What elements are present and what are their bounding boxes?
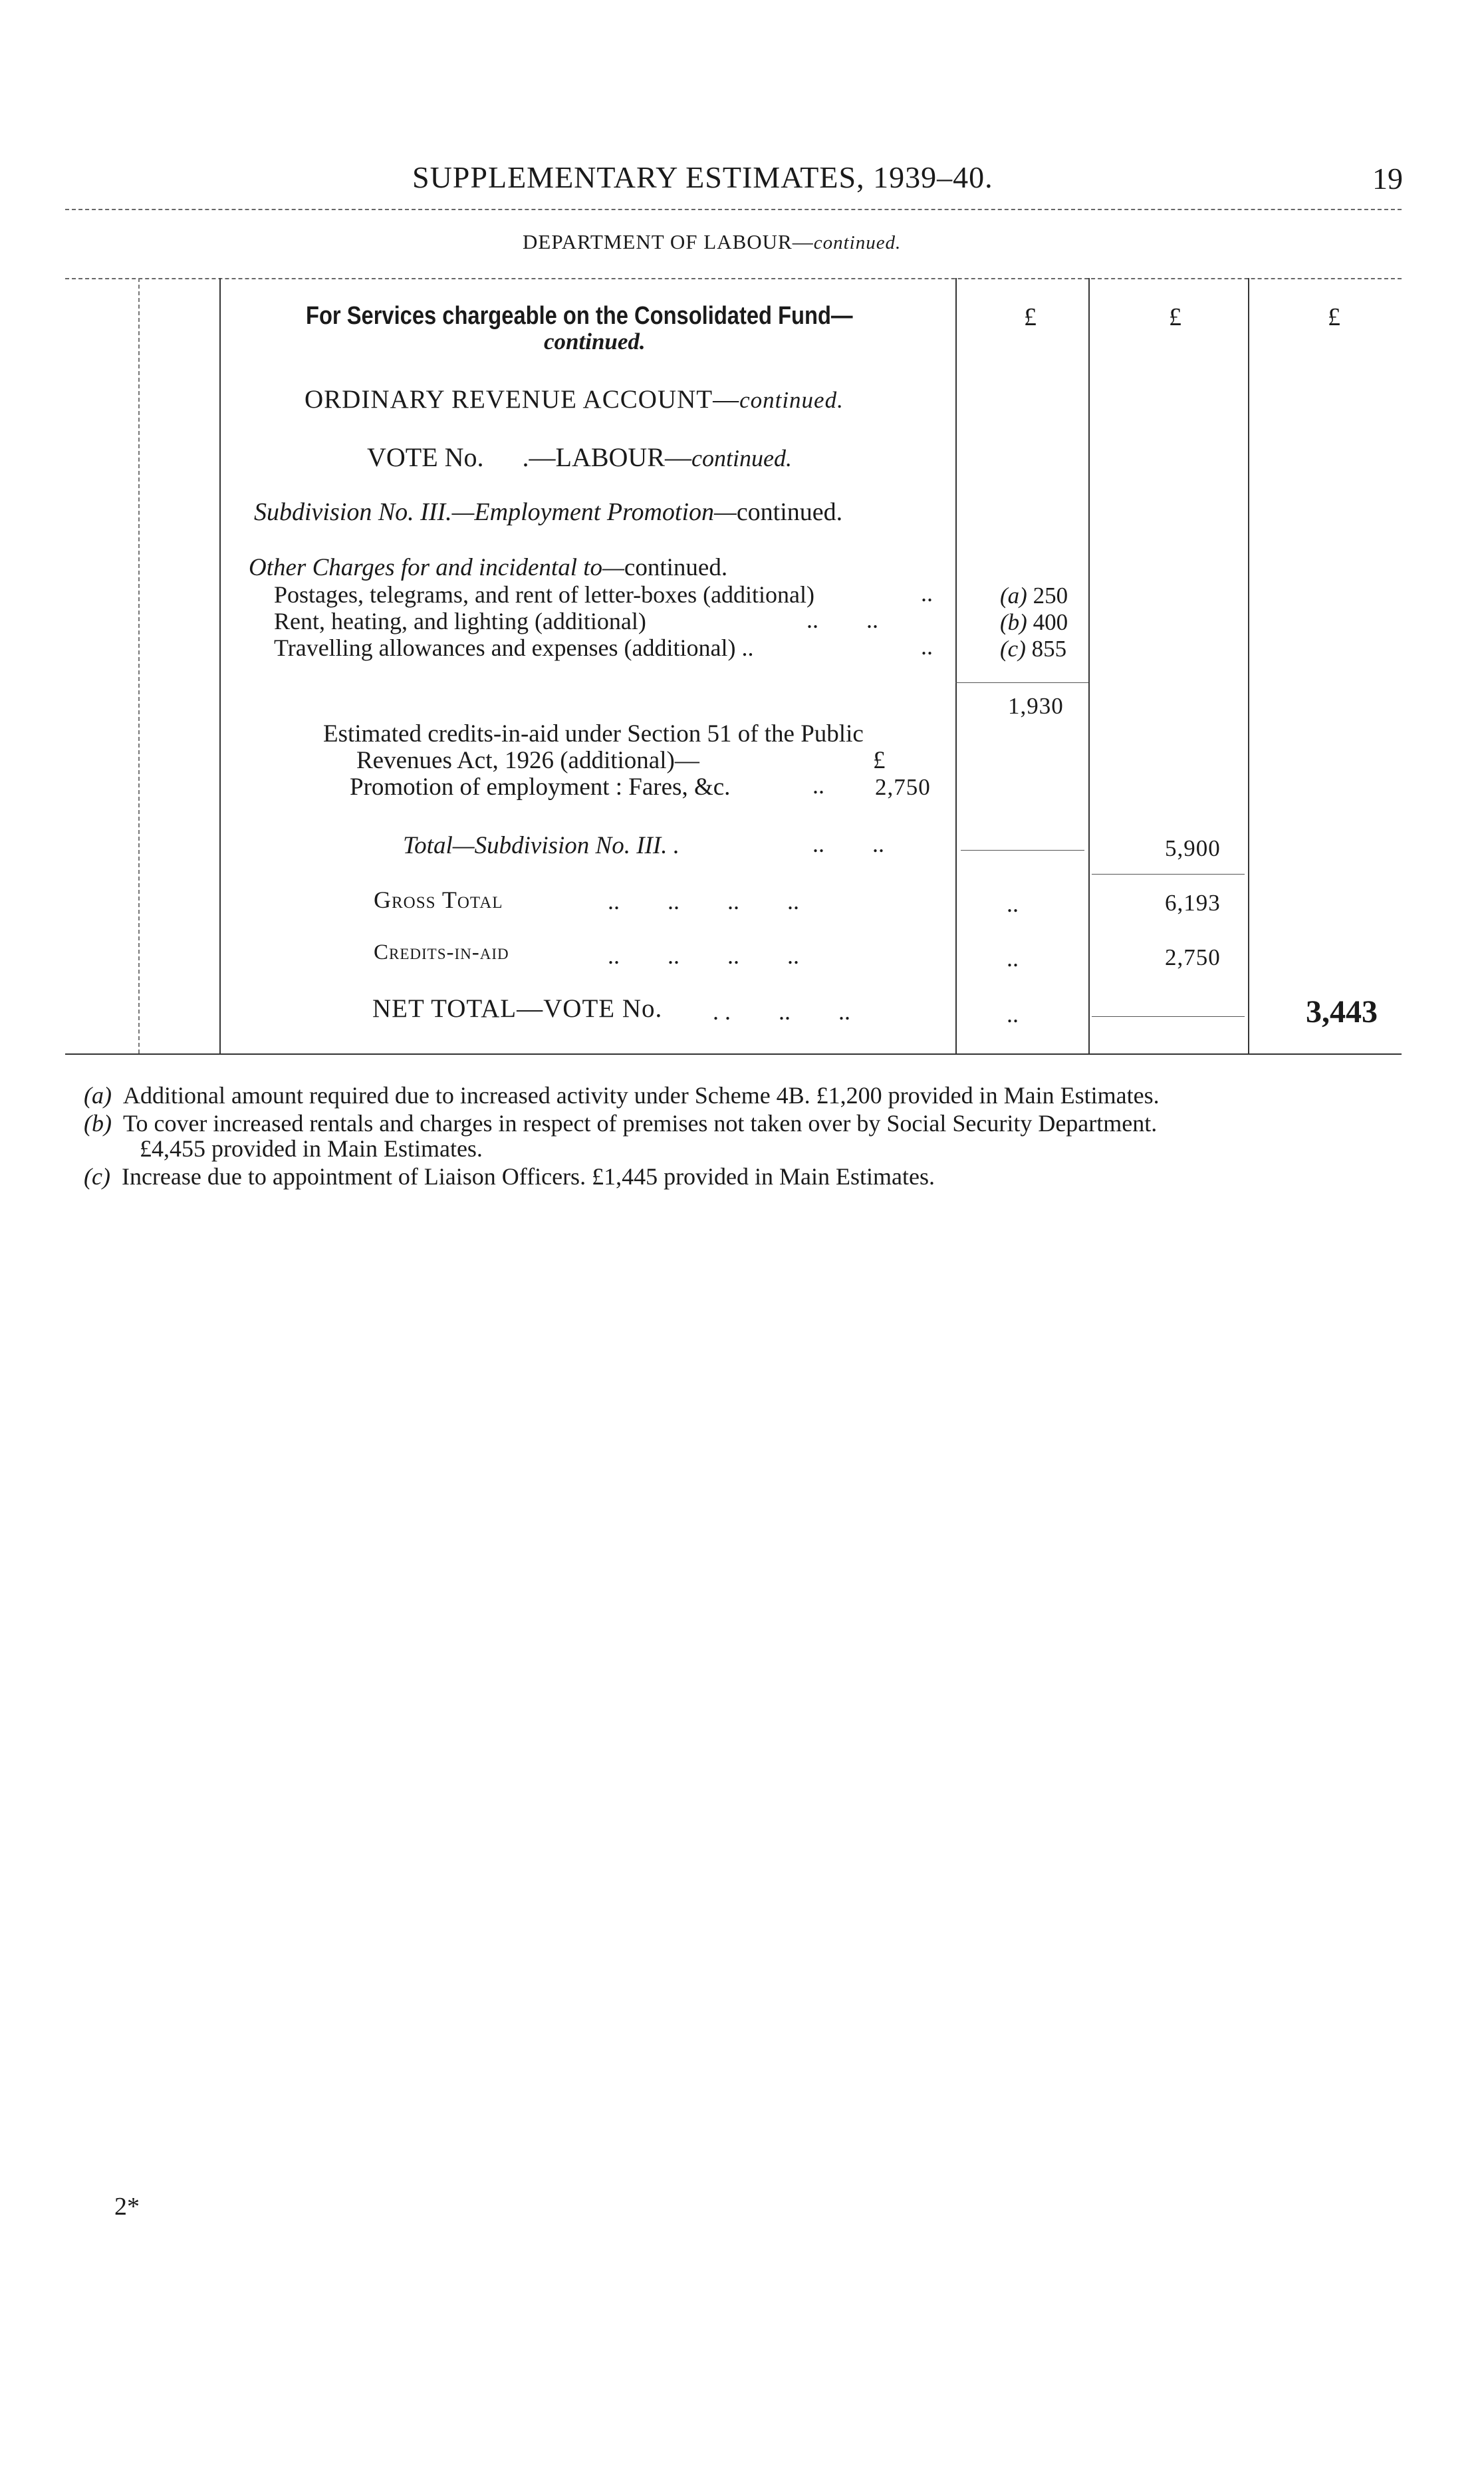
- footnote-mark: (a): [84, 1082, 112, 1109]
- other-charges-label: Other Charges for and incidental to—: [249, 554, 624, 581]
- footnote-c: [84, 1163, 935, 1190]
- footnote-ref: (b): [1000, 609, 1027, 635]
- list-item: [274, 607, 646, 635]
- list-item: [274, 581, 814, 609]
- footnote-text: Increase due to appointment of Liaison Officers. £1,445 provided in Main Estimates.: [121, 1163, 935, 1190]
- net-total-label: NET TOTAL—VOTE No.: [372, 994, 663, 1023]
- department-heading: [523, 230, 901, 254]
- vote-label: VOTE No.: [367, 442, 484, 472]
- items-subtotal: 1,930: [1008, 693, 1064, 719]
- net-total-col1: ..: [1007, 1001, 1019, 1028]
- credits-currency: £: [873, 747, 886, 774]
- other-charges-heading: [249, 553, 727, 582]
- credits-in-aid-value: 2,750: [1165, 944, 1221, 970]
- department-cont: continued.: [813, 232, 902, 253]
- vote-heading: [367, 442, 792, 473]
- footnote-mark: (b): [84, 1110, 112, 1137]
- gross-total-col1: ..: [1007, 891, 1019, 917]
- col-rule-1: [955, 278, 957, 1053]
- net-total-value: 3,443: [1306, 994, 1378, 1030]
- subdivision-name: Subdivision No. III.—Employment Promotion—: [254, 498, 737, 526]
- other-charges-cont: continued.: [624, 554, 728, 581]
- vote-name: .—LABOUR—: [522, 442, 691, 472]
- col-rule-margin-2: [219, 278, 221, 1053]
- department-name: DEPARTMENT OF LABOUR—: [523, 230, 814, 253]
- table-top-rule: [65, 278, 1402, 279]
- credits-value: 2,750: [875, 774, 931, 800]
- total-subdivision-label: Total—Subdivision No. III. .: [403, 832, 680, 859]
- services-cont: continued.: [544, 329, 646, 354]
- vote-cont: continued.: [691, 445, 792, 472]
- credits-line-2: Revenues Act, 1926 (additional)—: [356, 747, 699, 774]
- gross-total-label: Gross Total: [374, 887, 503, 913]
- item-label: Rent, heating, and lighting (additional): [274, 608, 646, 634]
- net-total-rule-col2: [1092, 1016, 1245, 1017]
- footnote-mark: (c): [84, 1163, 110, 1190]
- item-dots: ..: [921, 633, 933, 660]
- item-value: [1000, 609, 1068, 636]
- footnote-ref: (a): [1000, 583, 1027, 609]
- credits-in-aid-col1: ..: [1007, 945, 1019, 972]
- account-name: ORDINARY REVENUE ACCOUNT—: [305, 385, 740, 414]
- credits-line-1: Estimated credits-in-aid under Section 51 of the Public: [323, 720, 864, 748]
- item-label: Travelling allowances and expenses (additional) ..: [274, 634, 754, 661]
- subdivision-cont: continued.: [736, 498, 843, 526]
- total-subdivision-rule-col2: [1092, 874, 1245, 875]
- footnote-a: [84, 1081, 1160, 1109]
- item-value: [1000, 636, 1066, 662]
- table-bottom-rule: [65, 1053, 1402, 1055]
- total-subdivision-value: 5,900: [1165, 835, 1221, 861]
- footnote-text: Additional amount required due to increased activity under Scheme 4B. £1,200 provided in Main Estimates.: [122, 1082, 1160, 1109]
- credits-in-aid-label: Credits-in-aid: [374, 940, 509, 964]
- list-item: [274, 634, 753, 662]
- account-heading: [305, 384, 844, 414]
- item-dots: .. ..: [806, 607, 878, 633]
- subdivision-heading: [254, 497, 842, 527]
- total-subdivision-rule-col1: [961, 850, 1084, 851]
- item-amount: 250: [1033, 583, 1068, 609]
- header-rule: [65, 209, 1402, 210]
- subtotal-rule: [955, 682, 1088, 683]
- account-cont: continued.: [739, 387, 844, 413]
- item-amount: 855: [1031, 636, 1067, 662]
- item-label: Postages, telegrams, and rent of letter-boxes (additional): [274, 581, 815, 608]
- credits-in-aid-dots: .. .. .. ..: [608, 942, 799, 969]
- signature-mark: 2*: [114, 2193, 140, 2221]
- col-rule-2: [1088, 278, 1090, 1053]
- credits-line-3: Promotion of employment : Fares, &c.: [350, 773, 731, 801]
- item-dots: ..: [921, 580, 933, 607]
- credits-line-3-dots: ..: [812, 772, 824, 799]
- footnote-b-cont: £4,455 provided in Main Estimates.: [140, 1135, 483, 1162]
- col3-header: £: [1328, 303, 1340, 331]
- gross-total-dots: .. .. .. ..: [608, 888, 799, 914]
- services-heading: For Services chargeable on the Consolidated Fund—: [306, 302, 853, 330]
- gross-total-value: 6,193: [1165, 890, 1221, 916]
- page-title: SUPPLEMENTARY ESTIMATES, 1939–40.: [412, 160, 993, 194]
- net-total-dots: . . .. ..: [713, 998, 850, 1025]
- footnote-text: To cover increased rentals and charges in respect of premises not taken over by Social Security Department.: [122, 1110, 1158, 1137]
- col2-header: £: [1169, 303, 1181, 331]
- footnote-ref: (c): [1000, 636, 1026, 662]
- footnote-b: [84, 1109, 1157, 1137]
- page-number: 19: [1372, 162, 1403, 196]
- col-rule-3: [1248, 278, 1249, 1053]
- item-amount: 400: [1033, 609, 1068, 635]
- col1-header: £: [1024, 303, 1037, 331]
- item-value: [1000, 583, 1068, 609]
- col-rule-margin-1: [138, 278, 140, 1053]
- total-subdivision-dots: .. ..: [812, 831, 884, 857]
